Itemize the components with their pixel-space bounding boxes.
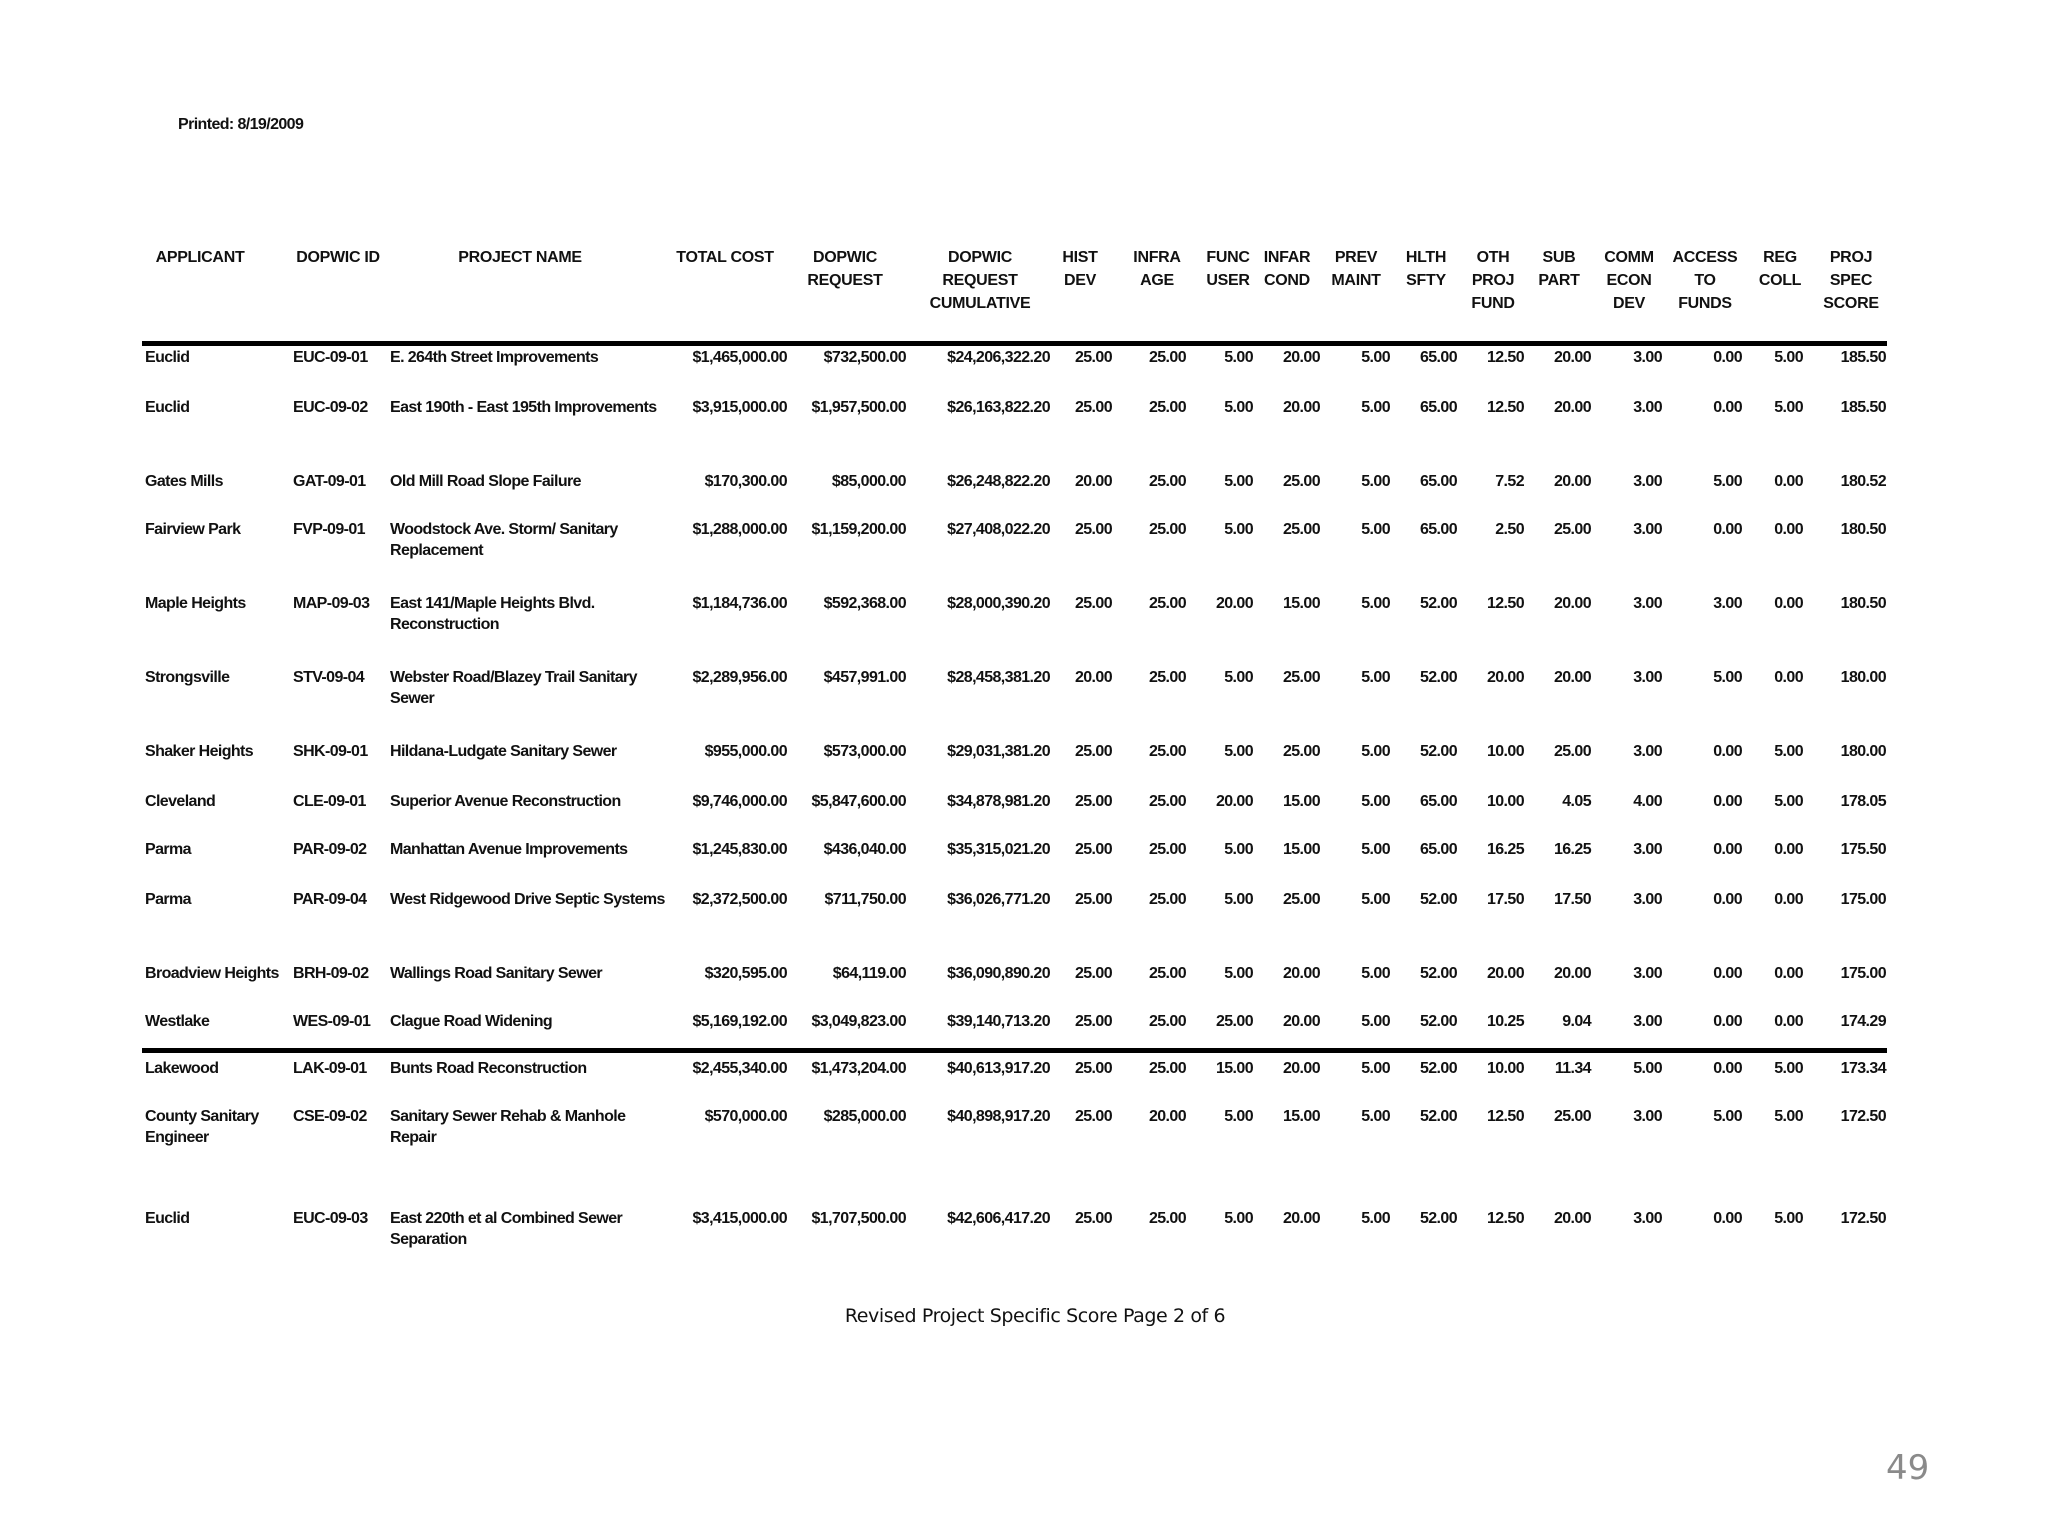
cell-sub: 16.25 (1553, 841, 1591, 858)
cell-sub: 17.50 (1553, 891, 1591, 908)
cell-comm: 3.00 (1633, 1108, 1662, 1125)
cell-hlth: 65.00 (1419, 793, 1457, 810)
cell-score: 172.50 (1840, 1210, 1886, 1227)
cell-id: EUC-09-03 (293, 1210, 368, 1227)
cell-func: 5.00 (1224, 965, 1253, 982)
cell-hist: 25.00 (1074, 349, 1112, 366)
cell-reg: 5.00 (1774, 1108, 1803, 1125)
cell-hlth: 52.00 (1419, 891, 1457, 908)
cell-score: 175.00 (1840, 891, 1886, 908)
cell-prev: 5.00 (1361, 1013, 1390, 1030)
cell-applicant: Gates Mills (145, 473, 223, 490)
cell-sub: 20.00 (1553, 1210, 1591, 1227)
cell-sub: 20.00 (1553, 595, 1591, 612)
cell-total: $3,915,000.00 (692, 399, 787, 416)
cell-id: CLE-09-01 (293, 793, 366, 810)
cell-hlth: 65.00 (1419, 349, 1457, 366)
column-header-infra: INFRA AGE (1133, 249, 1181, 289)
cell-reg: 5.00 (1774, 1060, 1803, 1077)
cell-hlth: 52.00 (1419, 669, 1457, 686)
cell-func: 5.00 (1224, 521, 1253, 538)
cell-hlth: 65.00 (1419, 473, 1457, 490)
cell-infar: 25.00 (1282, 521, 1320, 538)
cell-name: Woodstock Ave. Storm/ Sanitary Replacement (390, 521, 618, 559)
cell-reg: 0.00 (1774, 1013, 1803, 1030)
cell-applicant: Broadview Heights (145, 965, 279, 982)
cell-hist: 25.00 (1074, 1013, 1112, 1030)
column-header-cumulative: DOPWIC REQUEST CUMULATIVE (929, 249, 1031, 312)
cell-comm: 3.00 (1633, 965, 1662, 982)
cell-comm: 3.00 (1633, 399, 1662, 416)
printed-date: Printed: 8/19/2009 (178, 116, 304, 133)
column-header-sub: SUB PART (1538, 249, 1580, 289)
cell-infra: 25.00 (1148, 521, 1186, 538)
cell-total: $170,300.00 (704, 473, 787, 490)
cell-hist: 25.00 (1074, 399, 1112, 416)
cell-total: $320,595.00 (704, 965, 787, 982)
cell-comm: 3.00 (1633, 743, 1662, 760)
cell-hist: 25.00 (1074, 841, 1112, 858)
cell-cumulative: $26,163,822.20 (947, 399, 1050, 416)
cell-total: $1,245,830.00 (692, 841, 787, 858)
cell-infar: 25.00 (1282, 473, 1320, 490)
cell-infra: 25.00 (1148, 595, 1186, 612)
cell-score: 173.34 (1840, 1060, 1886, 1077)
cell-prev: 5.00 (1361, 521, 1390, 538)
cell-request: $85,000.00 (831, 473, 906, 490)
cell-oth: 12.50 (1486, 1210, 1524, 1227)
cell-total: $9,746,000.00 (692, 793, 787, 810)
column-header-comm: COMM ECON DEV (1604, 249, 1654, 312)
cell-func: 5.00 (1224, 399, 1253, 416)
cell-infra: 25.00 (1148, 1210, 1186, 1227)
cell-infra: 25.00 (1148, 965, 1186, 982)
cell-reg: 0.00 (1774, 473, 1803, 490)
cell-infar: 15.00 (1282, 595, 1320, 612)
cell-sub: 20.00 (1553, 349, 1591, 366)
cell-hlth: 65.00 (1419, 399, 1457, 416)
cell-oth: 17.50 (1486, 891, 1524, 908)
cell-hist: 20.00 (1074, 473, 1112, 490)
cell-id: FVP-09-01 (293, 521, 365, 538)
cell-func: 5.00 (1224, 743, 1253, 760)
cell-score: 172.50 (1840, 1108, 1886, 1125)
cell-cumulative: $36,026,771.20 (947, 891, 1050, 908)
cell-infar: 20.00 (1282, 349, 1320, 366)
cell-infra: 25.00 (1148, 743, 1186, 760)
cell-cumulative: $40,613,917.20 (947, 1060, 1050, 1077)
cell-name: Hildana-Ludgate Sanitary Sewer (390, 743, 617, 760)
cell-reg: 5.00 (1774, 1210, 1803, 1227)
cell-func: 15.00 (1215, 1060, 1253, 1077)
cell-applicant: Strongsville (145, 669, 230, 686)
cell-score: 185.50 (1840, 399, 1886, 416)
cell-reg: 0.00 (1774, 521, 1803, 538)
cell-func: 5.00 (1224, 349, 1253, 366)
cell-access: 0.00 (1713, 841, 1742, 858)
cell-infra: 25.00 (1148, 399, 1186, 416)
cell-comm: 3.00 (1633, 669, 1662, 686)
column-header-dopwic-id: DOPWIC ID (296, 249, 380, 266)
cell-oth: 20.00 (1486, 965, 1524, 982)
cell-id: GAT-09-01 (293, 473, 366, 490)
cell-cumulative: $40,898,917.20 (947, 1108, 1050, 1125)
cell-id: BRH-09-02 (293, 965, 369, 982)
cell-score: 185.50 (1840, 349, 1886, 366)
cell-sub: 25.00 (1553, 743, 1591, 760)
cell-prev: 5.00 (1361, 793, 1390, 810)
cell-comm: 3.00 (1633, 1013, 1662, 1030)
cell-hlth: 52.00 (1419, 965, 1457, 982)
column-header-prev: PREV MAINT (1331, 249, 1381, 289)
cell-cumulative: $35,315,021.20 (947, 841, 1050, 858)
cell-func: 5.00 (1224, 1210, 1253, 1227)
cell-name: Old Mill Road Slope Failure (390, 473, 581, 490)
cell-infra: 25.00 (1148, 1013, 1186, 1030)
cell-prev: 5.00 (1361, 965, 1390, 982)
cell-applicant: Euclid (145, 349, 190, 366)
column-header-request: DOPWIC REQUEST (807, 249, 883, 289)
cell-func: 5.00 (1224, 891, 1253, 908)
cell-prev: 5.00 (1361, 669, 1390, 686)
cell-comm: 4.00 (1633, 793, 1662, 810)
cell-request: $1,707,500.00 (811, 1210, 906, 1227)
cell-name: E. 264th Street Improvements (390, 349, 599, 366)
cell-prev: 5.00 (1361, 743, 1390, 760)
cell-infra: 25.00 (1148, 473, 1186, 490)
cell-cumulative: $39,140,713.20 (947, 1013, 1050, 1030)
cell-infra: 25.00 (1148, 841, 1186, 858)
cell-id: STV-09-04 (293, 669, 365, 686)
cell-oth: 12.50 (1486, 595, 1524, 612)
cell-total: $1,184,736.00 (692, 595, 787, 612)
cell-score: 174.29 (1840, 1013, 1886, 1030)
cell-prev: 5.00 (1361, 1210, 1390, 1227)
cell-score: 180.00 (1840, 669, 1886, 686)
cell-id: LAK-09-01 (293, 1060, 367, 1077)
cell-prev: 5.00 (1361, 595, 1390, 612)
cell-applicant: Westlake (145, 1013, 210, 1030)
page-footer: Revised Project Specific Score Page 2 of 6 (844, 1305, 1226, 1327)
cell-sub: 20.00 (1553, 473, 1591, 490)
cell-infar: 25.00 (1282, 743, 1320, 760)
cell-id: PAR-09-04 (293, 891, 367, 908)
cell-infra: 25.00 (1148, 349, 1186, 366)
cell-reg: 5.00 (1774, 793, 1803, 810)
cell-hist: 25.00 (1074, 1108, 1112, 1125)
cell-request: $436,040.00 (823, 841, 906, 858)
cell-hlth: 52.00 (1419, 1210, 1457, 1227)
cell-access: 0.00 (1713, 743, 1742, 760)
cell-id: CSE-09-02 (293, 1108, 367, 1125)
cell-reg: 5.00 (1774, 349, 1803, 366)
cell-reg: 0.00 (1774, 891, 1803, 908)
cell-id: WES-09-01 (293, 1013, 371, 1030)
cell-request: $5,847,600.00 (811, 793, 906, 810)
cell-request: $457,991.00 (823, 669, 906, 686)
column-header-score: PROJ SPEC SCORE (1823, 249, 1879, 312)
cell-access: 0.00 (1713, 349, 1742, 366)
cell-func: 5.00 (1224, 473, 1253, 490)
cell-oth: 16.25 (1486, 841, 1524, 858)
cell-score: 180.50 (1840, 595, 1886, 612)
cell-oth: 7.52 (1495, 473, 1524, 490)
column-header-project-name: PROJECT NAME (458, 249, 582, 266)
cell-oth: 12.50 (1486, 1108, 1524, 1125)
cell-oth: 12.50 (1486, 349, 1524, 366)
cell-prev: 5.00 (1361, 1060, 1390, 1077)
cell-oth: 10.25 (1486, 1013, 1524, 1030)
cell-hist: 25.00 (1074, 595, 1112, 612)
cell-total: $570,000.00 (704, 1108, 787, 1125)
cell-infra: 25.00 (1148, 793, 1186, 810)
cell-id: MAP-09-03 (293, 595, 370, 612)
cell-sub: 25.00 (1553, 521, 1591, 538)
cell-access: 5.00 (1713, 473, 1742, 490)
cell-total: $1,465,000.00 (692, 349, 787, 366)
cell-func: 5.00 (1224, 669, 1253, 686)
cell-applicant: Euclid (145, 399, 190, 416)
cell-applicant: Parma (145, 841, 191, 858)
cell-oth: 10.00 (1486, 743, 1524, 760)
cell-oth: 10.00 (1486, 793, 1524, 810)
cell-infar: 15.00 (1282, 841, 1320, 858)
cell-sub: 25.00 (1553, 1108, 1591, 1125)
cell-func: 5.00 (1224, 841, 1253, 858)
cell-reg: 0.00 (1774, 841, 1803, 858)
cell-func: 20.00 (1215, 793, 1253, 810)
cell-infra: 25.00 (1148, 669, 1186, 686)
cell-hist: 20.00 (1074, 669, 1112, 686)
cell-cumulative: $34,878,981.20 (947, 793, 1050, 810)
cell-id: EUC-09-02 (293, 399, 368, 416)
cell-sub: 20.00 (1553, 965, 1591, 982)
cell-hlth: 65.00 (1419, 521, 1457, 538)
cell-request: $3,049,823.00 (811, 1013, 906, 1030)
cell-comm: 3.00 (1633, 349, 1662, 366)
cell-comm: 3.00 (1633, 1210, 1662, 1227)
cell-hlth: 52.00 (1419, 1060, 1457, 1077)
cell-hist: 25.00 (1074, 793, 1112, 810)
cell-total: $1,288,000.00 (692, 521, 787, 538)
cell-applicant: Shaker Heights (145, 743, 254, 760)
column-header-hlth: HLTH SFTY (1405, 249, 1447, 289)
cell-comm: 3.00 (1633, 595, 1662, 612)
cell-sub: 20.00 (1553, 669, 1591, 686)
column-header-access: ACCESS TO FUNDS (1672, 249, 1738, 312)
cell-score: 180.52 (1840, 473, 1886, 490)
cell-request: $64,119.00 (832, 965, 906, 982)
cell-cumulative: $27,408,022.20 (947, 521, 1050, 538)
cell-applicant: County Sanitary Engineer (145, 1108, 259, 1146)
cell-cumulative: $29,031,381.20 (947, 743, 1050, 760)
cell-prev: 5.00 (1361, 841, 1390, 858)
cell-total: $3,415,000.00 (692, 1210, 787, 1227)
cell-hist: 25.00 (1074, 743, 1112, 760)
cell-infar: 25.00 (1282, 669, 1320, 686)
cell-hlth: 52.00 (1419, 1013, 1457, 1030)
cell-oth: 2.50 (1495, 521, 1524, 538)
cell-hlth: 52.00 (1419, 1108, 1457, 1125)
cell-oth: 12.50 (1486, 399, 1524, 416)
cell-comm: 3.00 (1633, 473, 1662, 490)
cell-access: 0.00 (1713, 965, 1742, 982)
cell-applicant: Euclid (145, 1210, 190, 1227)
column-header-infar: INFAR COND (1263, 249, 1311, 289)
cell-infra: 25.00 (1148, 891, 1186, 908)
cell-sub: 20.00 (1553, 399, 1591, 416)
cell-id: EUC-09-01 (293, 349, 368, 366)
cell-applicant: Cleveland (145, 793, 216, 810)
cell-score: 175.00 (1840, 965, 1886, 982)
cell-prev: 5.00 (1361, 399, 1390, 416)
cell-total: $955,000.00 (704, 743, 787, 760)
cell-name: Webster Road/Blazey Trail Sanitary Sewer (390, 669, 637, 707)
cell-hist: 25.00 (1074, 965, 1112, 982)
cell-name: East 220th et al Combined Sewer Separation (390, 1210, 623, 1248)
cell-score: 180.00 (1840, 743, 1886, 760)
column-header-total-cost: TOTAL COST (676, 249, 774, 266)
cell-prev: 5.00 (1361, 349, 1390, 366)
separator-rule (142, 1048, 1887, 1053)
cell-applicant: Maple Heights (145, 595, 246, 612)
cell-request: $711,750.00 (824, 891, 906, 908)
cell-prev: 5.00 (1361, 473, 1390, 490)
cell-access: 5.00 (1713, 669, 1742, 686)
cell-name: East 141/Maple Heights Blvd. Reconstruction (390, 595, 595, 633)
column-header-hist: HIST DEV (1062, 249, 1098, 289)
column-header-applicant: APPLICANT (155, 249, 245, 266)
cell-comm: 3.00 (1633, 841, 1662, 858)
cell-applicant: Fairview Park (145, 521, 241, 538)
cell-infar: 20.00 (1282, 399, 1320, 416)
cell-name: Sanitary Sewer Rehab & Manhole Repair (390, 1108, 626, 1146)
cell-sub: 11.34 (1554, 1060, 1591, 1077)
cell-access: 0.00 (1713, 793, 1742, 810)
cell-cumulative: $36,090,890.20 (947, 965, 1050, 982)
cell-infra: 20.00 (1148, 1108, 1186, 1125)
cell-access: 0.00 (1713, 1013, 1742, 1030)
cell-access: 0.00 (1713, 891, 1742, 908)
cell-applicant: Parma (145, 891, 191, 908)
cell-access: 0.00 (1713, 1060, 1742, 1077)
cell-request: $732,500.00 (823, 349, 906, 366)
column-header-oth: OTH PROJ FUND (1471, 249, 1515, 312)
cell-infar: 20.00 (1282, 965, 1320, 982)
cell-reg: 5.00 (1774, 743, 1803, 760)
cell-access: 3.00 (1713, 595, 1742, 612)
cell-hist: 25.00 (1074, 891, 1112, 908)
cell-score: 178.05 (1840, 793, 1886, 810)
cell-cumulative: $42,606,417.20 (947, 1210, 1050, 1227)
cell-reg: 0.00 (1774, 595, 1803, 612)
cell-name: Superior Avenue Reconstruction (390, 793, 621, 810)
cell-access: 5.00 (1713, 1108, 1742, 1125)
cell-infar: 15.00 (1282, 1108, 1320, 1125)
cell-name: Bunts Road Reconstruction (390, 1060, 587, 1077)
cell-comm: 3.00 (1633, 521, 1662, 538)
cell-access: 0.00 (1713, 1210, 1742, 1227)
cell-infar: 25.00 (1282, 891, 1320, 908)
cell-func: 5.00 (1224, 1108, 1253, 1125)
cell-cumulative: $28,458,381.20 (947, 669, 1050, 686)
cell-oth: 20.00 (1486, 669, 1524, 686)
cell-total: $5,169,192.00 (692, 1013, 787, 1030)
cell-name: Clague Road Widening (390, 1013, 553, 1030)
cell-total: $2,372,500.00 (692, 891, 787, 908)
cell-func: 25.00 (1215, 1013, 1253, 1030)
cell-sub: 9.04 (1562, 1013, 1591, 1030)
cell-request: $1,957,500.00 (811, 399, 906, 416)
cell-reg: 0.00 (1774, 965, 1803, 982)
cell-request: $285,000.00 (823, 1108, 906, 1125)
slide-number: 49 (1886, 1448, 1930, 1488)
cell-request: $1,473,204.00 (811, 1060, 906, 1077)
cell-cumulative: $28,000,390.20 (947, 595, 1050, 612)
cell-applicant: Lakewood (145, 1060, 219, 1077)
cell-access: 0.00 (1713, 399, 1742, 416)
column-header-func: FUNC USER (1206, 249, 1250, 289)
cell-prev: 5.00 (1361, 1108, 1390, 1125)
column-header-reg: REG COLL (1758, 249, 1802, 289)
cell-total: $2,289,956.00 (692, 669, 787, 686)
cell-hlth: 52.00 (1419, 743, 1457, 760)
cell-score: 180.50 (1840, 521, 1886, 538)
cell-hist: 25.00 (1074, 521, 1112, 538)
header-rule (142, 341, 1887, 346)
cell-score: 175.50 (1840, 841, 1886, 858)
cell-hlth: 65.00 (1419, 841, 1457, 858)
cell-infar: 20.00 (1282, 1060, 1320, 1077)
cell-id: PAR-09-02 (293, 841, 367, 858)
cell-infar: 15.00 (1282, 793, 1320, 810)
cell-name: Wallings Road Sanitary Sewer (390, 965, 603, 982)
cell-func: 20.00 (1215, 595, 1253, 612)
cell-oth: 10.00 (1486, 1060, 1524, 1077)
cell-name: East 190th - East 195th Improvements (390, 399, 657, 416)
cell-infar: 20.00 (1282, 1210, 1320, 1227)
cell-prev: 5.00 (1361, 891, 1390, 908)
cell-request: $573,000.00 (823, 743, 906, 760)
cell-sub: 4.05 (1562, 793, 1591, 810)
cell-infar: 20.00 (1282, 1013, 1320, 1030)
cell-comm: 3.00 (1633, 891, 1662, 908)
cell-access: 0.00 (1713, 521, 1742, 538)
cell-cumulative: $24,206,322.20 (947, 349, 1050, 366)
cell-hist: 25.00 (1074, 1060, 1112, 1077)
cell-total: $2,455,340.00 (692, 1060, 787, 1077)
cell-name: West Ridgewood Drive Septic Systems (390, 891, 665, 908)
cell-request: $592,368.00 (823, 595, 906, 612)
cell-hlth: 52.00 (1419, 595, 1457, 612)
cell-id: SHK-09-01 (293, 743, 368, 760)
cell-comm: 5.00 (1633, 1060, 1662, 1077)
cell-request: $1,159,200.00 (811, 521, 906, 538)
cell-reg: 0.00 (1774, 669, 1803, 686)
cell-hist: 25.00 (1074, 1210, 1112, 1227)
cell-cumulative: $26,248,822.20 (947, 473, 1050, 490)
cell-infra: 25.00 (1148, 1060, 1186, 1077)
cell-name: Manhattan Avenue Improvements (390, 841, 628, 858)
cell-reg: 5.00 (1774, 399, 1803, 416)
